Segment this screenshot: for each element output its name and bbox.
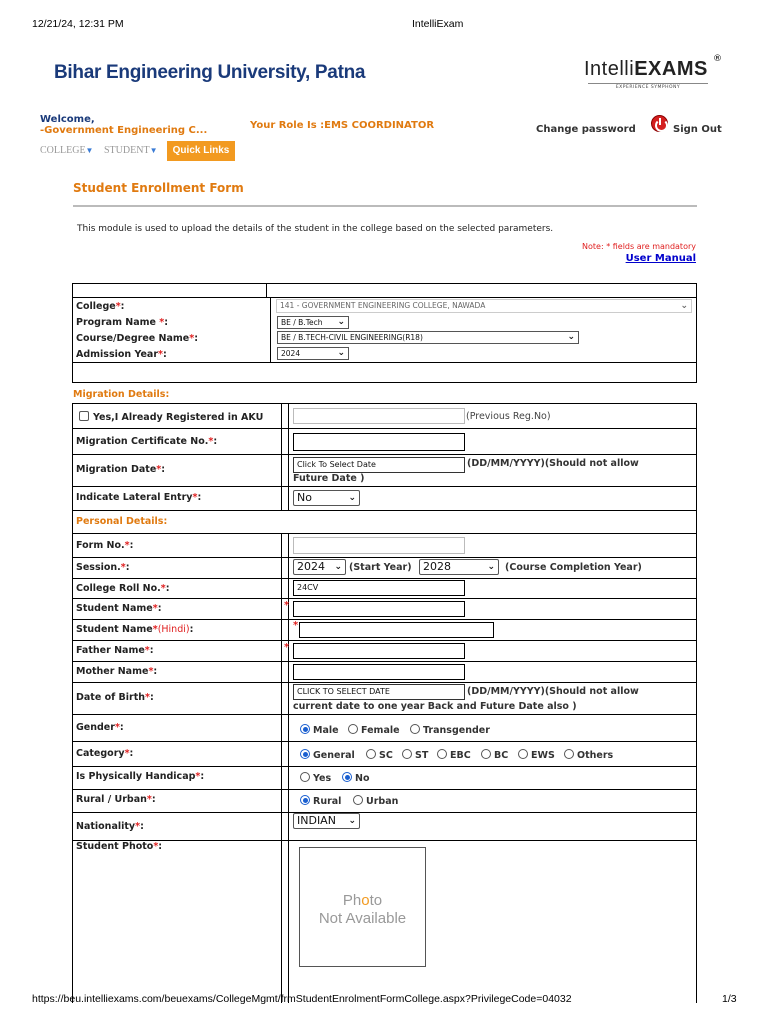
handicap-no-label: No <box>355 773 370 784</box>
institution-name: -Government Engineering C... <box>40 125 208 136</box>
personal-section-title: Personal Details: <box>76 516 168 527</box>
completion-year-hint: (Course Completion Year) <box>505 562 642 573</box>
rural-urban-label: Rural / Urban*: <box>76 794 156 805</box>
lateral-entry-label: Indicate Lateral Entry*: <box>76 492 202 503</box>
migration-cert-label: Migration Certificate No.*: <box>76 436 218 447</box>
father-name-label: Father Name*: <box>76 645 154 656</box>
college-select[interactable]: 141 - GOVERNMENT ENGINEERING COLLEGE, NAWADA ⌄ <box>276 299 692 313</box>
previous-reg-hint: (Previous Reg.No) <box>466 411 551 422</box>
gender-male-label: Male <box>313 725 339 736</box>
start-year-hint: (Start Year) <box>349 562 412 573</box>
user-manual-link[interactable]: User Manual <box>625 253 696 264</box>
category-label: Category*: <box>76 748 134 759</box>
chevron-down-icon: ⌄ <box>680 301 688 311</box>
sign-out-link[interactable]: Sign Out <box>673 124 722 135</box>
already-registered-label: Yes,I Already Registered in AKU <box>93 412 264 423</box>
roll-no-label: College Roll No.*: <box>76 583 170 594</box>
category-ebc-radio[interactable] <box>437 749 447 759</box>
handicap-no-radio[interactable] <box>342 772 352 782</box>
chevron-down-icon: ⌄ <box>334 562 342 572</box>
category-bc-label: BC <box>494 750 509 761</box>
migration-date-hint: (DD/MM/YYYY)(Should not allow <box>467 458 639 469</box>
father-name-input[interactable] <box>293 643 465 659</box>
dob-hint: (DD/MM/YYYY)(Should not allow <box>467 686 639 697</box>
nationality-label: Nationality*: <box>76 821 144 832</box>
handicap-yes-label: Yes <box>313 773 332 784</box>
rural-radio[interactable] <box>300 795 310 805</box>
mandatory-note: Note: * fields are mandatory <box>582 242 696 251</box>
category-ews-radio[interactable] <box>518 749 528 759</box>
chevron-down-icon: ⌄ <box>348 493 356 503</box>
required-marker: * <box>284 600 290 611</box>
print-page-title: IntelliExam <box>412 18 464 30</box>
previous-reg-input[interactable] <box>293 408 465 424</box>
roll-no-input[interactable]: 24CV <box>293 580 465 596</box>
urban-option-label: Urban <box>366 796 399 807</box>
form-no-input[interactable] <box>293 537 465 554</box>
program-label: Program Name *: <box>76 317 169 328</box>
print-url: https://beu.intelliexams.com/beuexams/CollegeMgmt/frmStudentEnrolmentFormCollege.aspx?PrivilegeCode=04032 <box>32 993 572 1005</box>
already-registered-checkbox[interactable] <box>79 411 89 421</box>
category-bc-radio[interactable] <box>481 749 491 759</box>
category-others-label: Others <box>577 750 614 761</box>
student-photo-placeholder: Photo Not Available <box>299 847 426 967</box>
chevron-down-icon: ▼ <box>149 146 158 155</box>
university-title: Bihar Engineering University, Patna <box>54 62 366 83</box>
power-icon[interactable] <box>651 115 668 132</box>
chevron-down-icon: ⌄ <box>337 317 345 327</box>
required-marker: * <box>284 642 290 653</box>
program-select[interactable]: BE / B.Tech ⌄ <box>277 316 349 329</box>
chevron-down-icon: ⌄ <box>487 562 495 572</box>
category-ebc-label: EBC <box>450 750 471 761</box>
menu-college[interactable]: COLLEGE▼ <box>40 145 94 156</box>
student-name-hindi-label: Student Name*(Hindi): <box>76 624 194 635</box>
category-general-radio[interactable] <box>300 749 310 759</box>
quick-links-button[interactable]: Quick Links <box>167 141 235 161</box>
category-st-radio[interactable] <box>402 749 412 759</box>
migration-section-title: Migration Details: <box>73 389 170 400</box>
dob-input[interactable]: CLICK TO SELECT DATE <box>293 684 465 700</box>
migration-date-label: Migration Date*: <box>76 464 166 475</box>
gender-male-radio[interactable] <box>300 724 310 734</box>
lateral-entry-select[interactable]: No ⌄ <box>293 490 360 506</box>
user-role: Your Role Is :EMS COORDINATOR <box>250 120 435 131</box>
migration-date-input[interactable]: Click To Select Date <box>293 457 465 473</box>
change-password-link[interactable]: Change password <box>536 124 636 135</box>
chevron-down-icon: ▼ <box>85 146 94 155</box>
gender-transgender-radio[interactable] <box>410 724 420 734</box>
dob-hint-2: current date to one year Back and Future Date also ) <box>293 701 577 712</box>
urban-radio[interactable] <box>353 795 363 805</box>
intelliexams-logo: IntelliEXAMS ® EXPERIENCE SYMPHONY <box>584 54 722 90</box>
session-end-select[interactable]: 2028 ⌄ <box>419 559 499 575</box>
student-photo-label: Student Photo*: <box>76 841 163 852</box>
student-name-input[interactable] <box>293 601 465 617</box>
dob-label: Date of Birth*: <box>76 692 154 703</box>
welcome-label: Welcome, <box>40 114 95 125</box>
menu-student[interactable]: STUDENT▼ <box>104 145 158 156</box>
category-st-label: ST <box>415 750 429 761</box>
gender-female-label: Female <box>361 725 400 736</box>
course-select[interactable]: BE / B.TECH-CIVIL ENGINEERING(R18) ⌄ <box>277 331 579 344</box>
admission-year-label: Admission Year*: <box>76 349 167 360</box>
category-ews-label: EWS <box>531 750 555 761</box>
category-sc-radio[interactable] <box>366 749 376 759</box>
course-label: Course/Degree Name*: <box>76 333 199 344</box>
form-description: This module is used to upload the details of the student in the college based on the selected parameters. <box>77 224 554 234</box>
handicap-label: Is Physically Handicap*: <box>76 771 205 782</box>
category-others-radio[interactable] <box>564 749 574 759</box>
student-name-hindi-input[interactable] <box>299 622 494 638</box>
title-divider <box>73 205 697 207</box>
form-no-label: Form No.*: <box>76 540 134 551</box>
required-marker: * <box>293 620 299 631</box>
chevron-down-icon: ⌄ <box>348 816 356 826</box>
print-page-number: 1/3 <box>722 993 737 1005</box>
migration-cert-input[interactable] <box>293 433 465 451</box>
category-sc-label: SC <box>379 750 393 761</box>
handicap-yes-radio[interactable] <box>300 772 310 782</box>
session-start-select[interactable]: 2024 ⌄ <box>293 559 346 575</box>
gender-female-radio[interactable] <box>348 724 358 734</box>
admission-year-select[interactable]: 2024 ⌄ <box>277 347 349 360</box>
student-name-label: Student Name*: <box>76 603 162 614</box>
college-label: College*: <box>76 301 125 312</box>
print-datetime: 12/21/24, 12:31 PM <box>32 18 124 30</box>
nationality-select[interactable]: INDIAN ⌄ <box>293 813 360 829</box>
gender-transgender-label: Transgender <box>423 725 490 736</box>
migration-date-hint-2: Future Date ) <box>293 473 365 484</box>
chevron-down-icon: ⌄ <box>567 332 575 342</box>
page-title: Student Enrollment Form <box>73 181 244 195</box>
gender-label: Gender*: <box>76 722 124 733</box>
session-label: Session.*: <box>76 562 130 573</box>
rural-option-label: Rural <box>313 796 342 807</box>
chevron-down-icon: ⌄ <box>337 348 345 358</box>
mother-name-input[interactable] <box>293 664 465 680</box>
mother-name-label: Mother Name*: <box>76 666 158 677</box>
category-general-label: General <box>313 750 355 761</box>
